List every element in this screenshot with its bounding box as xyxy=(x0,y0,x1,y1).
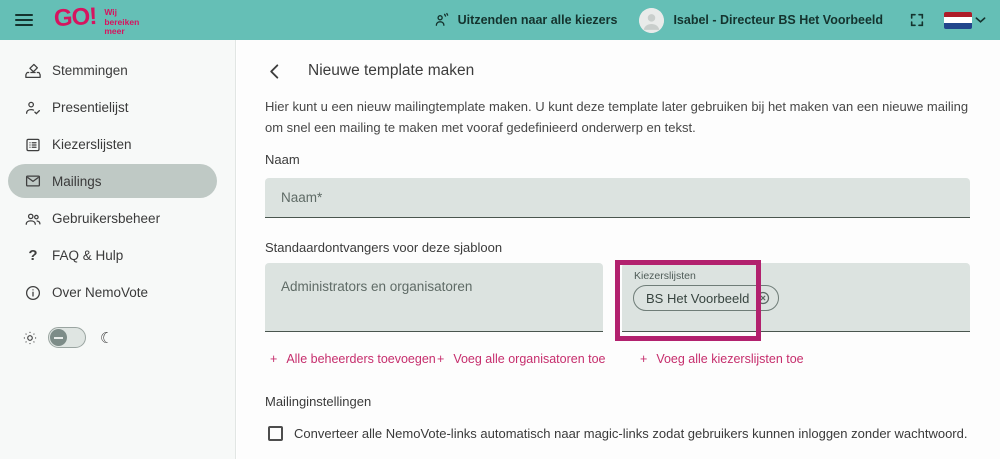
menu-icon[interactable] xyxy=(10,6,44,34)
list-icon xyxy=(24,136,42,154)
kiezerslijsten-field-label: Kiezerslijsten xyxy=(634,270,696,282)
sidebar-item-label: Gebruikersbeheer xyxy=(52,211,161,226)
plus-icon: + xyxy=(640,352,648,366)
sun-icon xyxy=(22,330,38,346)
plus-icon: + xyxy=(270,352,278,366)
logo-tagline: Wij bereiken meer xyxy=(104,7,140,37)
add-all-admins-link[interactable]: + Alle beheerders toevoegen xyxy=(270,352,436,366)
name-field[interactable] xyxy=(265,178,970,218)
fullscreen-icon[interactable] xyxy=(909,12,925,28)
sidebar-item-mailings[interactable] xyxy=(8,164,217,198)
moon-icon: ☾ xyxy=(100,329,114,347)
broadcast-button[interactable] xyxy=(433,11,618,29)
magic-links-checkbox[interactable] xyxy=(268,426,283,441)
voter-list-chip[interactable] xyxy=(633,285,779,311)
sidebar-item-stemmingen[interactable] xyxy=(0,52,235,89)
sidebar-item-label: Stemmingen xyxy=(52,63,128,78)
dark-mode-toggle[interactable] xyxy=(48,327,86,348)
theme-switcher xyxy=(22,327,235,348)
person-check-icon xyxy=(24,99,42,117)
language-selector[interactable] xyxy=(944,12,986,29)
plus-icon: + xyxy=(437,352,445,366)
sidebar-nav xyxy=(0,40,236,459)
sidebar-item-over-nemovote[interactable] xyxy=(0,274,235,311)
magic-links-checkbox-label: Converteer alle NemoVote-links automatisch naar magic-links zodat gebruikers kunnen inloggen zonder wachtwoord. xyxy=(294,426,968,441)
sidebar-item-label: Mailings xyxy=(52,173,102,189)
avatar[interactable] xyxy=(639,8,664,33)
sidebar-item-label: Over NemoVote xyxy=(52,285,149,300)
back-button[interactable] xyxy=(267,63,282,80)
sidebar-item-gebruikersbeheer[interactable] xyxy=(0,200,235,237)
page-title: Nieuwe template maken xyxy=(308,62,475,79)
admins-input[interactable] xyxy=(281,271,595,301)
logo-text: GO! xyxy=(53,3,97,33)
sidebar-item-presentielijst[interactable] xyxy=(0,89,235,126)
add-all-voter-lists-link[interactable]: + Voeg alle kiezerslijsten toe xyxy=(640,352,804,366)
recipients-section-label: Standaardontvangers voor deze sjabloon xyxy=(265,240,503,255)
chip-label: BS Het Voorbeeld xyxy=(646,290,750,306)
page-description: Hier kunt u een nieuw mailingtemplate maken. U kunt deze template later gebruiken bij het maken van een nieuwe mailing om snel een mailing te maken met vooraf gedefinieerd onderwerp en tekst. xyxy=(265,99,969,135)
app-logo[interactable] xyxy=(54,3,152,37)
sidebar-item-label: FAQ & Hulp xyxy=(52,248,124,263)
user-menu-label[interactable]: Isabel - Directeur BS Het Voorbeeld xyxy=(673,13,883,27)
kiezerslijsten-field[interactable] xyxy=(622,263,970,332)
mail-icon xyxy=(24,172,42,190)
name-section-label: Naam xyxy=(265,152,300,167)
question-icon: ? xyxy=(28,247,38,264)
people-icon xyxy=(24,210,42,228)
main-content xyxy=(237,40,1000,459)
broadcast-label: Uitzenden naar alle kiezers xyxy=(457,13,618,27)
ballot-icon xyxy=(24,62,42,80)
app-header xyxy=(0,0,1000,40)
chevron-down-icon xyxy=(975,16,986,24)
admins-field[interactable] xyxy=(265,263,603,332)
chip-remove-icon[interactable] xyxy=(755,290,771,306)
voice-broadcast-icon xyxy=(433,11,451,29)
sidebar-item-label: Kiezerslijsten xyxy=(52,137,132,152)
sidebar-item-label: Presentielijst xyxy=(52,100,129,115)
dutch-flag-icon xyxy=(944,12,972,29)
magic-links-option xyxy=(265,426,970,441)
mail-settings-section-label: Mailinginstellingen xyxy=(265,394,372,409)
add-all-organisers-link[interactable]: + Voeg alle organisatoren toe xyxy=(437,352,606,366)
info-icon xyxy=(24,284,42,302)
sidebar-item-kiezerslijsten[interactable] xyxy=(0,126,235,163)
name-input[interactable] xyxy=(281,178,962,217)
sidebar-item-faq-hulp[interactable] xyxy=(0,237,235,274)
